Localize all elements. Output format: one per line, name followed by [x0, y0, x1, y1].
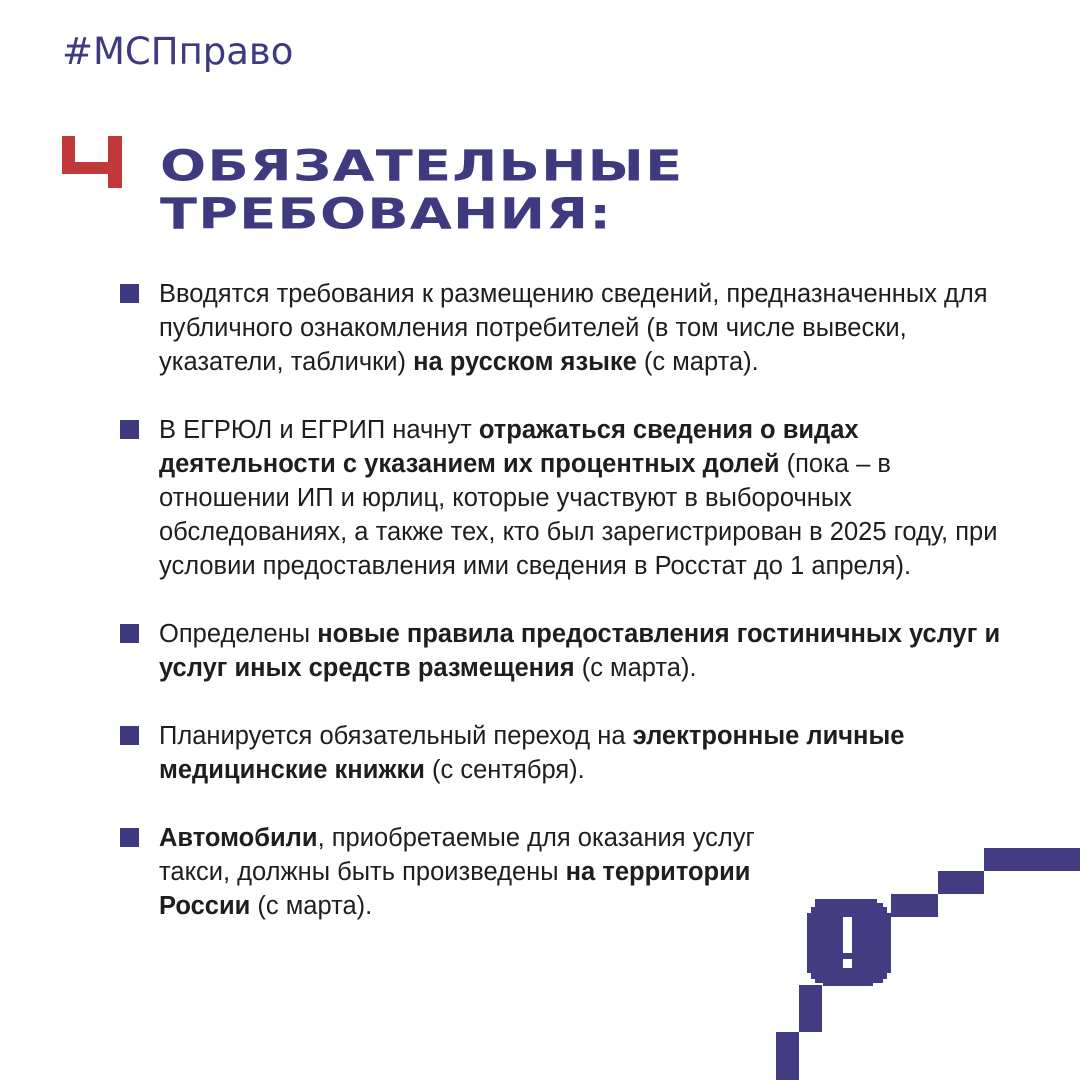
item-text: Вводятся требования к размещению сведений, предназначенных для публичного ознакомления потребителей (в том числе вывески, указатели, таблички) на русском языке (с марта).: [159, 280, 988, 376]
section-title-line-2: ТРЕБОВАНИЯ:: [160, 188, 613, 239]
section-number-4-icon: [62, 136, 122, 188]
list-item: [120, 719, 1039, 787]
requirements-list: [120, 277, 1020, 923]
exclamation-icon: [805, 899, 892, 986]
item-text: В ЕГРЮЛ и ЕГРИП начнут отражаться сведения о видах деятельности с указанием их процентных долей (пока – в отношении ИП и юрлиц, которые участвуют в выборочных обследованиях, а также тех, кто был зарегистрирован в 2025 году, при условии предоставления ими сведения в Росстат до 1 апреля).: [159, 416, 998, 580]
item-text: Определены новые правила предоставления гостиничных услуг и услуг иных средств размещения (с марта).: [159, 620, 1001, 682]
bullet-square-icon: [120, 420, 139, 439]
bullet-square-icon: [120, 828, 139, 847]
list-item: [120, 277, 1024, 379]
list-item: [120, 617, 1019, 685]
bullet-square-icon: [120, 284, 139, 303]
item-text: Автомобили, приобретаемые для оказания услуг такси, должны быть произведены на территории России (с марта).: [159, 824, 755, 920]
section-title: [160, 142, 683, 238]
bullet-square-icon: [120, 624, 139, 643]
list-item: [120, 413, 1019, 583]
hashtag: #МСПправо: [62, 30, 294, 73]
list-item: [120, 821, 789, 923]
section-title-line-1: ОБЯЗАТЕЛЬНЫЕ: [160, 141, 684, 191]
item-text: Планируется обязательный переход на электронные личные медицинские книжки (с сентября).: [159, 722, 905, 784]
bullet-square-icon: [120, 726, 139, 745]
